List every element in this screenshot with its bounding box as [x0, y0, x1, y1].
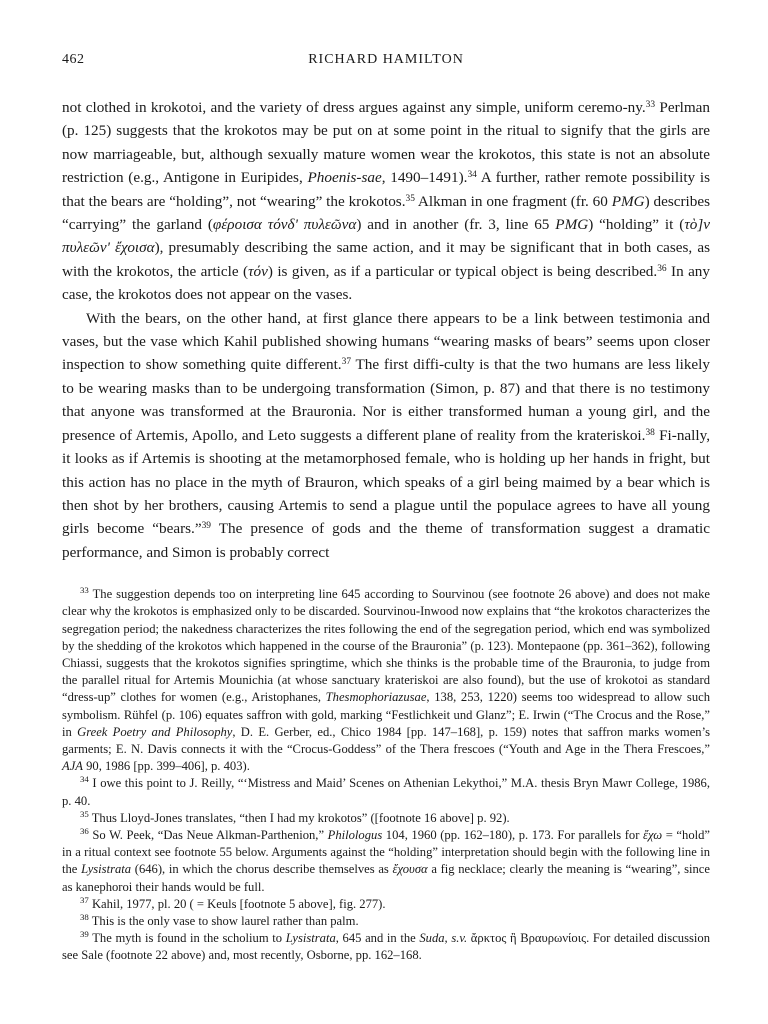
footnote-number: 37	[80, 894, 89, 905]
running-head	[62, 52, 710, 76]
text-run: The first diffi-culty is that the two humans are less likely to be wearing masks than to be undergoing transformation (Simon, p. 87) and that there is no testimony that anyone was transformed at the Brauronia. Nor is either transformed human a young girl, and the presence of Artemis, Apollo, and Leto suggests a different plane of reality from the krateriskoi.	[62, 356, 710, 444]
abbrev-pmg: PMG	[555, 216, 589, 234]
footnote-ref-39[interactable]: 39	[201, 521, 211, 532]
work-title: Phoenis-sae	[307, 169, 382, 187]
footnote-number: 38	[80, 912, 89, 923]
text-run: , D. E. Gerber, ed., Chico 1984 [pp. 147–168], p. 159) notes that saffron marks women’s garments; E. N. Davis connects it with the “Crocus-Goddess” of the Thera frescoes (“Youth and Age in the Thera Frescoes,”	[62, 724, 710, 756]
running-title: RICHARD HAMILTON	[308, 52, 464, 67]
text-run: not clothed in krokotoi, and the variety of dress argues against any simple, uniform ceremo-ny.	[62, 99, 646, 116]
text-run: A further, rather remote possibility is that the bears are “holding”, not “wearing” the krokotos.	[62, 169, 711, 210]
footnote-37	[62, 896, 710, 913]
body-text	[62, 96, 710, 564]
text-run: , 645 and in the	[335, 931, 420, 946]
footnote-number: 35	[80, 808, 89, 819]
abbrev-pmg: PMG	[611, 192, 645, 210]
text-run: Perlman (p. 125) suggests that the krokotos may be put on at some point in the ritual to signify that the girls are now marriageable, but, although sexually mature women wear the krokotos, this state is not an absolute restriction (e.g., Antigone in Euripides,	[62, 99, 710, 187]
paragraph-1	[62, 96, 710, 307]
footnote-number: 39	[80, 929, 89, 940]
greek-phrase: ἄρκτος ἢ Βραυρωνίοις	[467, 931, 587, 946]
text-run: I owe this point to J. Reilly, “‘Mistress and Maid’ Scenes on Athenian Lekythoi,” M.A. thesis Bryn Mawr College, 1986, p. 40.	[62, 776, 710, 808]
footnote-34	[62, 775, 710, 809]
text-run: 104, 1960 (pp. 162–180), p. 173. For parallels for	[382, 827, 644, 842]
footnote-number: 34	[80, 774, 89, 785]
footnote-35	[62, 810, 710, 827]
text-run: ) and in another (fr. 3, line 65	[356, 216, 556, 234]
footnote-ref-35[interactable]: 35	[405, 193, 415, 204]
text-run: 90, 1986 [pp. 399–406], p. 403).	[82, 759, 250, 774]
text-run: Kahil, 1977, pl. 20 ( = Keuls [footnote 5 above], fig. 277).	[88, 896, 386, 911]
greek-phrase: φέροισα τόνδ' πυλεῶνα	[212, 216, 357, 234]
footnote-number: 36	[80, 826, 89, 837]
text-run: So W. Peek, “Das Neue Alkman-Parthenion,”	[88, 827, 328, 842]
text-run: With the bears, on the other hand, at first glance there appears to be a link between testimonia and vases, but the vase which Kahil published showing humans “wearing masks of bears” seems upon closer inspection to show something quite different.	[62, 309, 710, 374]
text-run: ) is given, as if a particular or typical object is being described.	[267, 262, 658, 280]
footnote-36	[62, 827, 710, 896]
text-run: The myth is found in the scholium to	[88, 931, 286, 946]
paragraph-2	[62, 307, 710, 564]
work-title: Lysistrata	[81, 862, 132, 877]
footnote-ref-34[interactable]: 34	[467, 170, 477, 181]
greek-phrase: τὸ]ν πυλεῶν' ἔχοισα	[62, 216, 711, 257]
page-number: 462	[62, 52, 85, 67]
greek-phrase: τόν	[248, 262, 268, 280]
greek-word: ἔχουσα	[392, 862, 428, 877]
document-page	[62, 52, 710, 965]
text-run: Alkman in one fragment (fr. 60	[414, 192, 612, 210]
footnote-39	[62, 930, 710, 964]
text-run: The presence of gods and the theme of transformation suggest a dramatic performance, and Simon is probably correct	[62, 520, 711, 561]
text-run: In any case, the krokotos does not appear on the vases.	[62, 262, 710, 304]
footnotes	[62, 586, 710, 964]
footnote-ref-36[interactable]: 36	[657, 263, 667, 274]
text-run: The suggestion depends too on interpreting line 645 according to Sourvinou (see footnote 26 above) and does not make clear why the krokotos is emphasized only to be discarded. Sourvinou-Inwood now explains that “the krokotos characterizes the segregation period; the nakedness characterizes the rites following the end of the segregation period, which end was symbolized by the shedding of the krokotos which happened in the course of the Brauronia” (p. 123). Montepaone (pp. 361–362), following Chiassi, suggests that the krokotos signifies springtime, which she thinks is the probable time of the Brauronia, to judge from the parallel ritual for Artemis Mounichia (at whose sanctuary krateriskoi are also found), but the use of krokotoi as standard “dress-up” clothes for women (e.g., Aristophanes,	[62, 587, 710, 705]
work-title: Greek Poetry and Philosophy	[77, 724, 233, 739]
footnote-38	[62, 913, 710, 930]
journal-title: Philologus	[327, 827, 383, 842]
text-run: a fig necklace; clearly the meaning is “wearing”, since as kanephoroi their hands would be full.	[62, 862, 710, 894]
footnote-33	[62, 586, 710, 775]
reference-abbrev: Suda, s.v.	[419, 931, 468, 946]
text-run: , 1490–1491).	[381, 169, 468, 187]
text-run: (646), in which the chorus describe themselves as	[131, 862, 393, 877]
text-run: ) describes “carrying” the garland (	[62, 192, 711, 234]
text-run: Thus Lloyd-Jones translates, “then I had my krokotos” ([footnote 16 above] p. 92).	[88, 810, 510, 825]
footnote-ref-33[interactable]: 33	[645, 99, 656, 110]
text-run: . For detailed discussion see Sale (footnote 22 above) and, most recently, Osborne, pp. 162–168.	[62, 931, 710, 963]
greek-word: ἔχω	[643, 827, 663, 842]
text-run: Fi-nally, it looks as if Artemis is shooting at the metamorphosed female, who is holding up her hands in fright, but this action has no place in the myth of Brauron, which speaks of a girl being maimed by a bear which is then shot by her brothers, causing Artemis to send a plague until the populace agrees to have all young girls become “bears.”	[62, 426, 710, 538]
text-run: , 138, 253, 1220) seems too widespread to allow such symbolism. Rühfel (p. 106) equates saffron with gold, marking “Festlichkeit und Glanz”; E. Irwin (“The Crocus and the Rose,” in	[62, 690, 710, 739]
work-title: Thesmophoriazusae	[325, 690, 427, 705]
footnote-ref-37[interactable]: 37	[341, 357, 352, 368]
work-title: Lysistrata	[285, 931, 336, 946]
footnote-ref-38[interactable]: 38	[645, 427, 655, 438]
journal-title: AJA	[62, 759, 83, 774]
text-run: ), presumably describing the same action, and it may be significant that in both cases, as with the krokotos, the article (	[62, 239, 710, 280]
footnote-number: 33	[80, 585, 89, 596]
text-run: This is the only vase to show laurel rather than palm.	[88, 913, 359, 928]
text-run: = “hold” in a ritual context see footnote 55 below. Arguments against the “holding” interpretation should begin with the following line in the	[62, 827, 711, 877]
text-run: ) “holding” it (	[588, 216, 685, 234]
